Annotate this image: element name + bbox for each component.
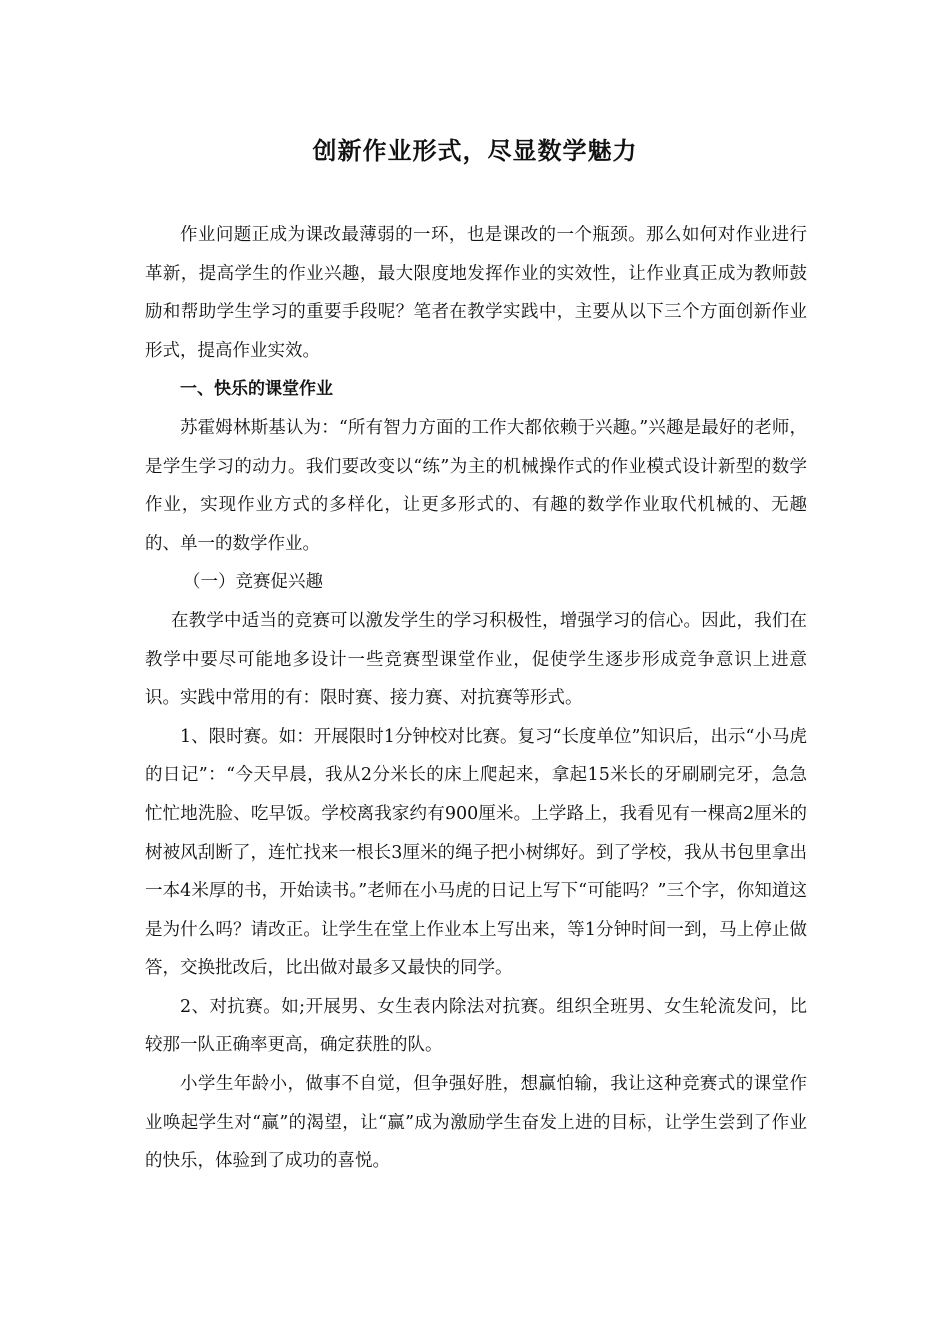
subsection-heading: （一）竞赛促兴趣: [183, 572, 323, 593]
example-paragraph-contest: 2、对抗赛。如;开展男、女生表内除法对抗赛。组织全班男、女生轮流发问，比较那一队正确率更高，确定获胜的队。: [145, 996, 807, 1056]
intro-paragraph: 作业问题正成为课改最薄弱的一环，也是课改的一个瓶颈。那么如何对作业进行革新，提高学生的作业兴趣，最大限度地发挥作业的实效性，让作业真正成为教师鼓励和帮助学生学习的重要手段呢？笔者在教学实践中，主要从以下三个方面创新作业形式，提高作业实效。: [145, 225, 807, 361]
section-heading: 一、快乐的课堂作业: [180, 379, 333, 400]
summary-paragraph: 小学生年龄小，做事不自觉，但争强好胜，想赢怕输，我让这种竞赛式的课堂作业唤起学生对“赢”的渴望，让“赢”成为激励学生奋发上进的目标，让学生尝到了作业的快乐，体验到了成功的喜悦。: [145, 1074, 807, 1172]
example-paragraph-timed: 1、限时赛。如：开展限时1分钟校对比赛。复习“长度单位”知识后，出示“小马虎的日记”：“今天早晨，我从2分米长的床上爬起来，拿起15米长的牙刷刷完牙，急急忙忙地洗脸、吃早饭。学校离我家约有900厘米。上学路上，我看见有一棵高2厘米的树被风刮断了，连忙找来一根长3厘米的绳子把小树绑好。到了学校，我从书包里拿出一本4米厚的书，开始读书。”老师在小马虎的日记上写下“可能吗？”三个字，你知道这是为什么吗？请改正。让学生在堂上作业本上写出来，等1分钟时间一到，马上停止做答，交换批改后，比出做对最多又最快的同学。: [145, 726, 807, 979]
section-paragraph: 苏霍姆林斯基认为：“所有智力方面的工作大都依赖于兴趣。”兴趣是最好的老师，是学生学习的动力。我们要改变以“练”为主的机械操作式的作业模式设计新型的数学作业，实现作业方式的多样化，让更多形式的、有趣的数学作业取代机械的、无趣的、单一的数学作业。: [145, 417, 807, 554]
subsection-paragraph: 在教学中适当的竞赛可以激发学生的学习积极性，增强学习的信心。因此，我们在教学中要尽可能地多设计一些竞赛型课堂作业，促使学生逐步形成竞争意识上进意识。实践中常用的有：限时赛、接力赛、对抗赛等形式。: [145, 610, 807, 709]
document-title: 创新作业形式，尽显数学魅力: [312, 137, 638, 165]
document-body: [145, 216, 807, 1181]
